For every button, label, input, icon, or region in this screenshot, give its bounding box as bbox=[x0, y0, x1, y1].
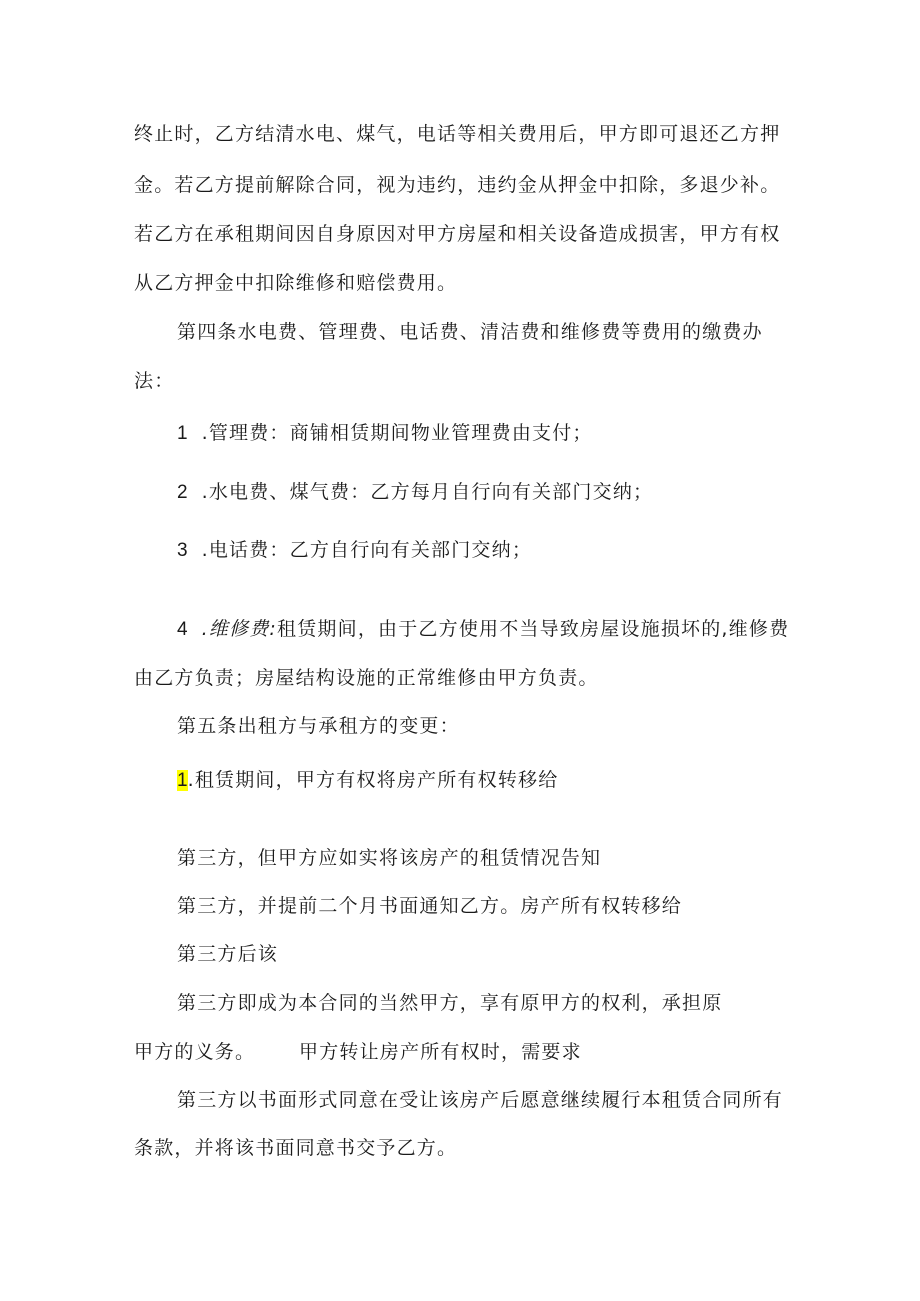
list-item-number: 1 bbox=[177, 770, 188, 791]
paragraph-line: 第三方后该 bbox=[177, 943, 279, 965]
paragraph-line: 若乙方在承租期间因自身原因对甲方房屋和相关设备造成损害，甲方有权 bbox=[134, 223, 781, 245]
list-item bbox=[177, 480, 653, 505]
list-item-number: 4 bbox=[177, 619, 188, 640]
article-heading: 第四条水电费、管理费、电话费、清洁费和维修费等费用的缴费办 bbox=[177, 321, 763, 343]
list-item-text: 租赁期间，由于乙方使用不当导致房屋设施损坏的,维修费 bbox=[277, 618, 790, 640]
list-item-text: .水电费、煤气费：乙方每月自行向有关部门交纳； bbox=[201, 481, 654, 503]
list-item-number: 3 bbox=[177, 540, 188, 561]
paragraph-line: 条款，并将该书面同意书交予乙方。 bbox=[134, 1137, 458, 1159]
list-item-text: .租赁期间，甲方有权将房产所有权转移给 bbox=[187, 769, 559, 791]
paragraph-line: 甲方的义务。 bbox=[134, 1041, 256, 1063]
list-item bbox=[177, 421, 593, 446]
list-item bbox=[177, 768, 558, 793]
paragraph-line: 第三方即成为本合同的当然甲方，享有原甲方的权利，承担原 bbox=[177, 992, 723, 1014]
paragraph-line: 终止时，乙方结清水电、煤气，电话等相关费用后，甲方即可退还乙方押 bbox=[134, 123, 781, 145]
paragraph-line: 甲方转让房产所有权时，需要求 bbox=[299, 1041, 582, 1063]
paragraph-line: 第三方，并提前二个月书面通知乙方。房产所有权转移给 bbox=[177, 895, 683, 917]
paragraph-line: 法： bbox=[134, 370, 175, 392]
paragraph-line: 由乙方负责；房屋结构设施的正常维修由甲方负责。 bbox=[134, 667, 599, 689]
list-item bbox=[177, 617, 789, 642]
list-item-label: .维修费: bbox=[201, 618, 278, 640]
paragraph-line: 第三方，但甲方应如实将该房产的租赁情况告知 bbox=[177, 847, 602, 869]
list-item-text: .管理费：商铺相赁期间物业管理费由支付； bbox=[201, 422, 593, 444]
list-item-number: 1 bbox=[177, 423, 188, 444]
list-item bbox=[177, 538, 532, 563]
article-heading: 第五条出租方与承租方的变更： bbox=[177, 715, 460, 737]
list-item-text: .电话费：乙方自行向有关部门交纳； bbox=[201, 539, 533, 561]
list-item-number: 2 bbox=[177, 482, 188, 503]
paragraph-line: 从乙方押金中扣除维修和赔偿费用。 bbox=[134, 272, 458, 294]
paragraph-line: 金。若乙方提前解除合同，视为违约，违约金从押金中扣除，多退少补。 bbox=[134, 174, 781, 196]
paragraph-line: 第三方以书面形式同意在受让该房产后愿意继续履行本租赁合同所有 bbox=[177, 1089, 784, 1111]
